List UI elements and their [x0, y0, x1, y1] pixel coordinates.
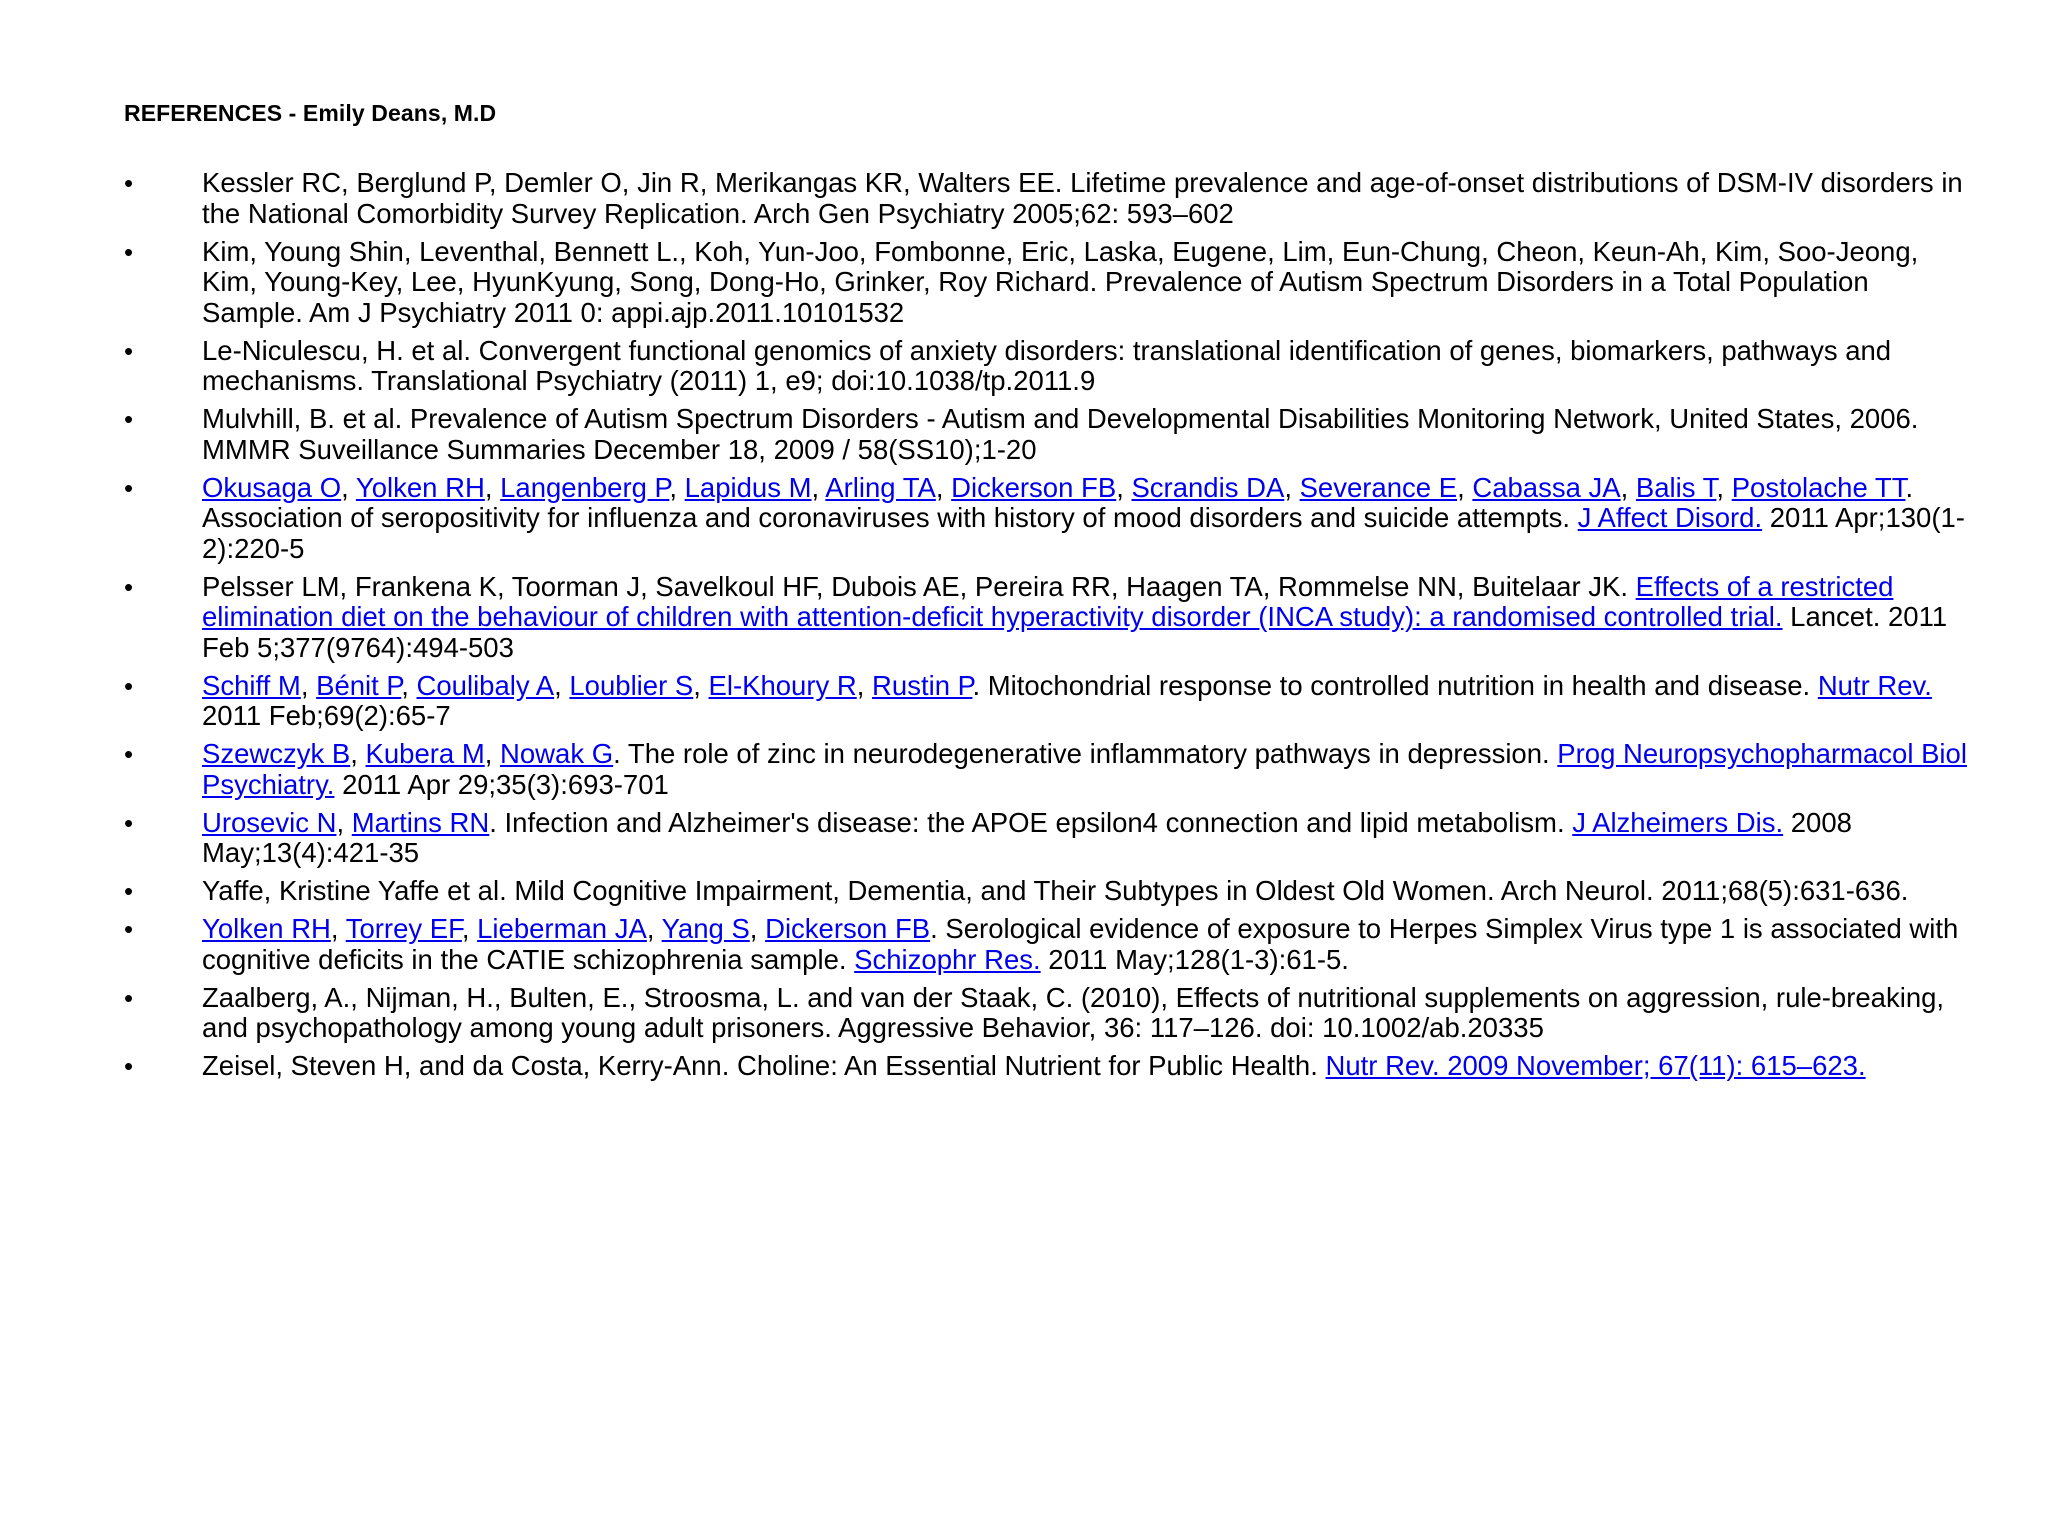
reference-text: Le-Niculescu, H. et al. Convergent functional genomics of anxiety disorders: translational identification of genes, biomarkers, pathways and mechanisms. Translational Psychiatry (2011) 1, e9; doi:10.1038/tp.2011.9: [202, 334, 1892, 396]
reference-link[interactable]: Yolken RH: [355, 471, 485, 503]
reference-item: [124, 983, 1974, 1044]
reference-text: 2011 Feb;69(2):65-7: [202, 700, 451, 731]
bullet-icon: •: [124, 168, 134, 198]
reference-text: ,: [484, 738, 501, 769]
bullet-icon: •: [124, 236, 134, 267]
reference-text: Yaffe, Kristine Yaffe et al. Mild Cognitive Impairment, Dementia, and Their Subtypes in Oldest Old Women. Arch Neurol. 2011;68(5):631-636.: [202, 875, 1909, 906]
reference-item: [124, 1051, 1974, 1082]
reference-text: ,: [336, 806, 352, 838]
reference-text: ,: [330, 913, 346, 944]
reference-link[interactable]: Loublier S: [569, 669, 694, 701]
reference-text: ,: [1620, 471, 1636, 503]
reference-item: [124, 404, 1974, 465]
reference-item: [124, 808, 1974, 869]
reference-link[interactable]: Severance E: [1299, 471, 1458, 503]
reference-link[interactable]: Szewczyk B: [202, 738, 351, 769]
reference-link[interactable]: Lieberman JA: [477, 913, 647, 944]
reference-text: ,: [461, 913, 478, 944]
reference-text: . Association of seropositivity for influenza and coronaviruses with history of mood disorders and suicide attempts.: [202, 471, 1914, 533]
reference-item: [124, 473, 1974, 565]
reference-text: ,: [749, 913, 766, 944]
reference-link[interactable]: Dickerson FB: [951, 471, 1117, 503]
bullet-icon: •: [124, 914, 134, 944]
reference-link[interactable]: El-Khoury R: [708, 669, 857, 701]
reference-item: [124, 572, 1974, 664]
reference-text: Lancet. 2011 Feb 5;377(9764):494-503: [202, 601, 1948, 663]
bullet-icon: •: [124, 807, 134, 838]
reference-link[interactable]: Kubera M: [365, 738, 485, 769]
bullet-icon: •: [124, 571, 134, 602]
reference-text: ,: [350, 738, 366, 769]
reference-link[interactable]: Rustin P: [872, 669, 973, 701]
reference-text: ,: [1116, 471, 1132, 503]
reference-text: Kessler RC, Berglund P, Demler O, Jin R, Merikangas KR, Walters EE. Lifetime prevalence and age-of-onset distributions of DSM-IV disorders in the National Comorbidity Survey Replication. Arch Gen Psychiatry 2005;62: 593–602: [202, 167, 1963, 229]
reference-text: ,: [554, 669, 570, 701]
reference-text: ,: [1716, 471, 1732, 503]
reference-text: ,: [484, 471, 501, 503]
reference-text: 2011 Apr 29;35(3):693-701: [334, 768, 669, 800]
reference-link[interactable]: Schiff M: [202, 669, 301, 701]
bullet-icon: •: [124, 1051, 134, 1081]
reference-text: ,: [646, 913, 662, 944]
reference-link[interactable]: Nowak G: [500, 738, 614, 769]
reference-link[interactable]: Nutr Rev.: [1817, 669, 1932, 701]
reference-text: ,: [300, 669, 317, 701]
reference-link[interactable]: J Alzheimers Dis.: [1572, 806, 1784, 838]
reference-text: ,: [693, 669, 709, 701]
reference-text: 2008 May;13(4):421-35: [202, 806, 1852, 868]
reference-text: 2011 Apr;130(1-2):220-5: [202, 502, 1965, 564]
reference-link[interactable]: Langenberg P: [500, 471, 670, 503]
bullet-icon: •: [124, 670, 134, 701]
bullet-icon: •: [124, 404, 134, 434]
reference-text: ,: [401, 669, 417, 701]
reference-link[interactable]: Okusaga O: [202, 471, 342, 503]
reference-text: Kim, Young Shin, Leventhal, Bennett L., Koh, Yun-Joo, Fombonne, Eric, Laska, Eugene, Lim, Eun-Chung, Cheon, Keun-Ah, Kim, Soo-Jeong, Kim, Young-Key, Lee, HyunKyung, Song, Dong-Ho, Grinker, Roy Richard. Prevalence of Autism Spectrum Disorders in a Total Population Sample. Am J Psychiatry 2011 0: appi.ajp.2011.10101532: [202, 235, 1919, 328]
reference-text: ,: [856, 669, 873, 701]
bullet-icon: •: [124, 335, 134, 366]
reference-link[interactable]: Dickerson FB: [765, 913, 931, 944]
reference-item: [124, 876, 1974, 907]
reference-text: ,: [669, 471, 685, 503]
reference-link[interactable]: Urosevic N: [202, 806, 337, 838]
page-title: REFERENCES - Emily Deans, M.D: [124, 100, 497, 126]
bullet-icon: •: [124, 472, 134, 503]
reference-list: [124, 168, 1974, 1089]
reference-item: [124, 237, 1974, 329]
reference-link[interactable]: Balis T: [1635, 471, 1717, 503]
reference-link[interactable]: Bénit P: [316, 669, 402, 701]
reference-text: ,: [935, 471, 952, 503]
reference-item: [124, 914, 1974, 975]
reference-text: 2011 May;128(1-3):61-5.: [1040, 943, 1349, 975]
reference-text: . Infection and Alzheimer's disease: the APOE epsilon4 connection and lipid metabolism.: [489, 806, 1573, 838]
reference-link[interactable]: Nutr Rev. 2009 November; 67(11): 615–623.: [1325, 1050, 1866, 1081]
reference-link[interactable]: Prog Neuropsychopharmacol Biol Psychiatry.: [202, 738, 1967, 800]
reference-text: ,: [1284, 471, 1300, 503]
reference-item: [124, 168, 1974, 229]
reference-text: ,: [341, 471, 356, 503]
reference-item: [124, 739, 1974, 800]
reference-link[interactable]: Coulibaly A: [416, 669, 555, 701]
reference-link[interactable]: J Affect Disord.: [1577, 502, 1763, 533]
bullet-icon: •: [124, 982, 134, 1013]
reference-link[interactable]: Arling TA: [825, 471, 936, 503]
bullet-icon: •: [124, 876, 134, 906]
reference-text: . Serological evidence of exposure to Herpes Simplex Virus type 1 is associated with cognitive deficits in the CATIE schizophrenia sample.: [202, 913, 1959, 975]
reference-text: ,: [1457, 471, 1473, 503]
reference-text: ,: [811, 471, 826, 503]
reference-link[interactable]: Schizophr Res.: [854, 943, 1041, 975]
reference-text: Zaalberg, A., Nijman, H., Bulten, E., Stroosma, L. and van der Staak, C. (2010), Effects of nutritional supplements on aggression, rule-breaking, and psychopathology among young adult prisoners. Aggressive Behavior, 36: 117–126. doi: 10.1002/ab.20335: [202, 981, 1945, 1043]
reference-text: . The role of zinc in neurodegenerative inflammatory pathways in depression.: [613, 738, 1558, 769]
reference-link[interactable]: Yang S: [661, 913, 750, 944]
reference-link[interactable]: Martins RN: [351, 806, 490, 838]
reference-link[interactable]: Postolache TT: [1731, 471, 1906, 503]
reference-text: . Mitochondrial response to controlled nutrition in health and disease.: [972, 669, 1818, 701]
reference-link[interactable]: Scrandis DA: [1131, 471, 1285, 503]
reference-text: Zeisel, Steven H, and da Costa, Kerry-Ann. Choline: An Essential Nutrient for Public Health.: [202, 1050, 1326, 1081]
reference-item: [124, 336, 1974, 397]
reference-link[interactable]: Yolken RH: [202, 913, 331, 944]
reference-item: [124, 671, 1974, 732]
reference-text: Mulvhill, B. et al. Prevalence of Autism Spectrum Disorders - Autism and Developmental Disabilities Monitoring Network, United States, 2006. MMMR Suveillance Summaries December 18, 2009 / 58(SS10);1-20: [202, 403, 1919, 465]
reference-link[interactable]: Cabassa JA: [1472, 471, 1621, 503]
reference-link[interactable]: Lapidus M: [684, 471, 812, 503]
reference-text: Pelsser LM, Frankena K, Toorman J, Savelkoul HF, Dubois AE, Pereira RR, Haagen TA, Rommelse NN, Buitelaar JK.: [202, 570, 1636, 602]
bullet-icon: •: [124, 739, 134, 769]
reference-link[interactable]: Torrey EF: [345, 913, 462, 944]
reference-link[interactable]: Effects of a restricted elimination diet on the behaviour of children with attention-deficit hyperactivity disorder (INCA study): a randomised controlled trial.: [202, 570, 1894, 632]
